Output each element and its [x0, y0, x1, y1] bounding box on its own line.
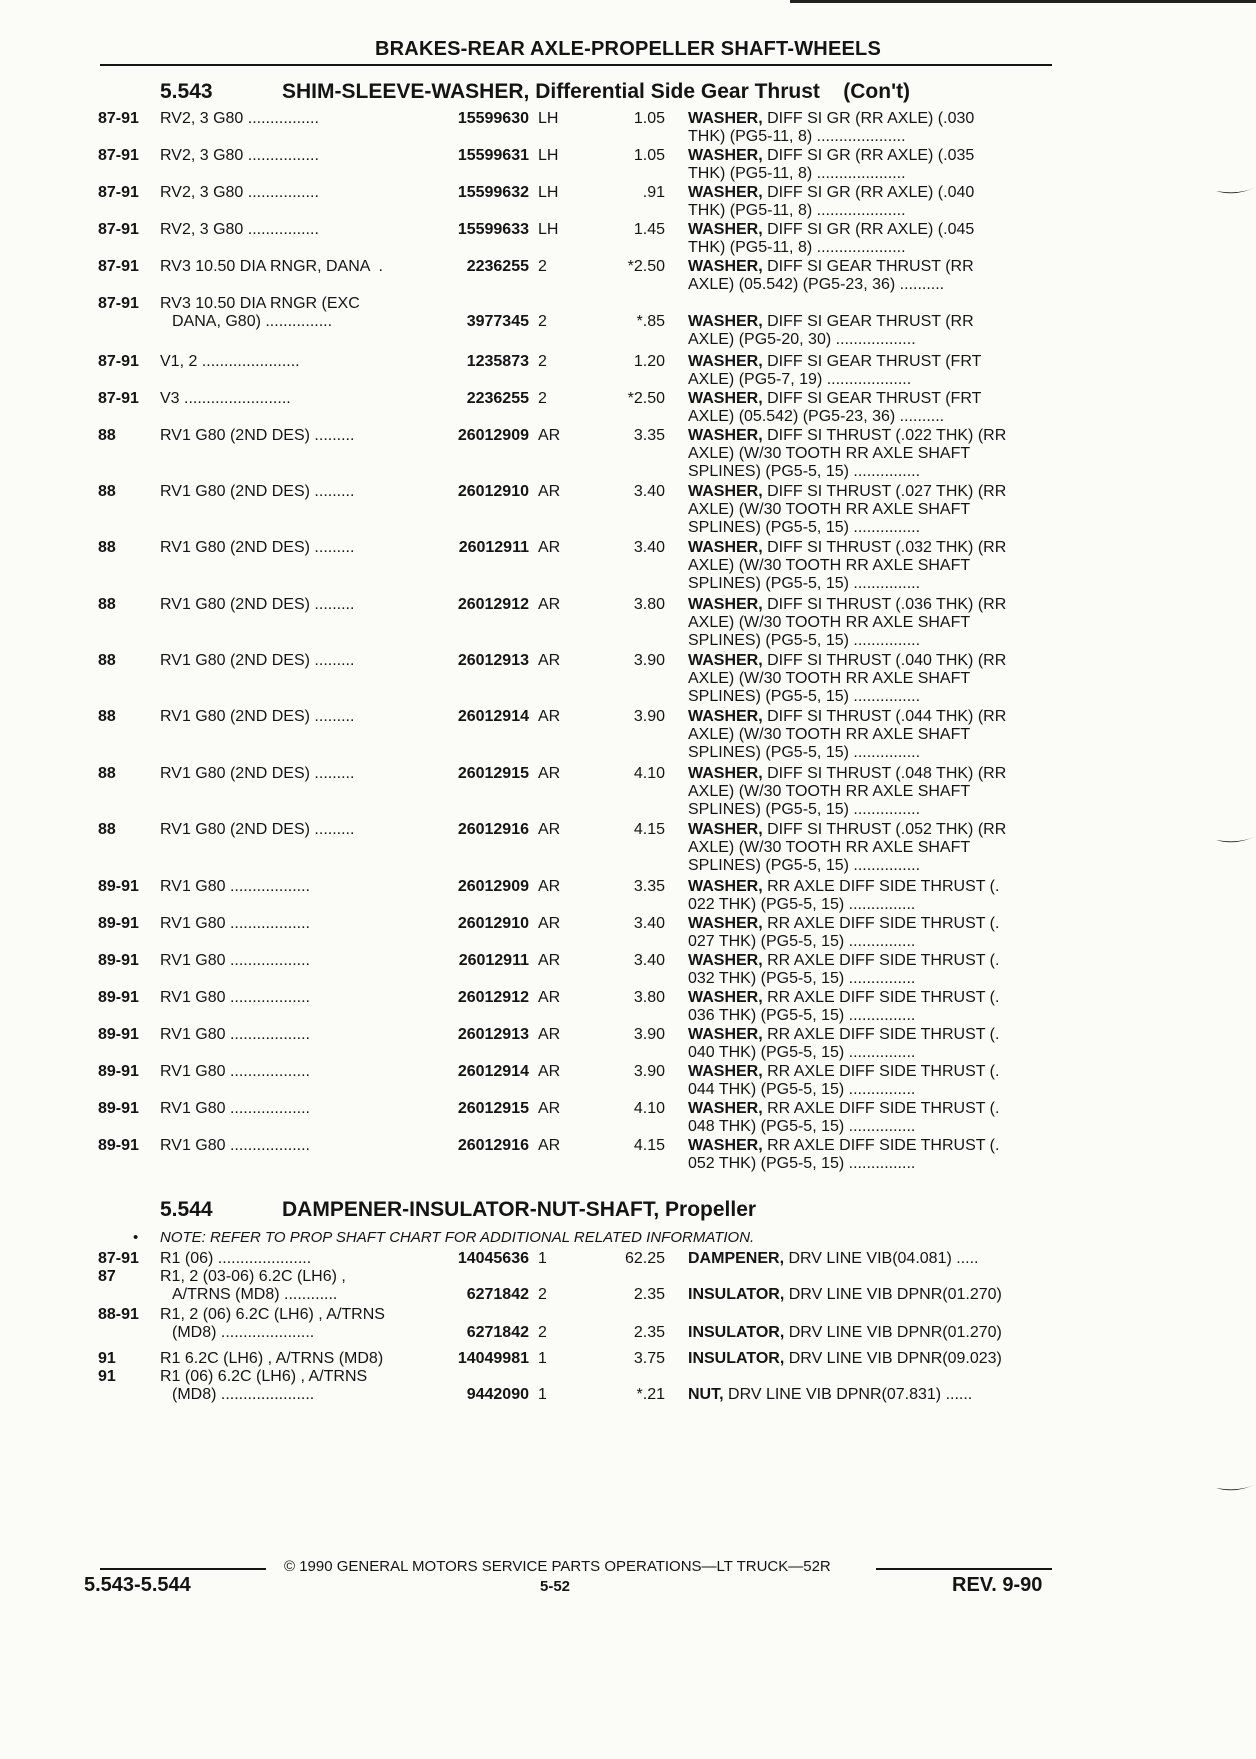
price: .91 [642, 184, 665, 201]
part-noun: WASHER, [688, 1100, 763, 1117]
part-number: 26012911 [458, 539, 529, 556]
application-continued: (MD8) ..................... [172, 1386, 315, 1403]
part-detail: DRV LINE VIB DPNR(09.023) [784, 1350, 1002, 1367]
table-row [0, 184, 1256, 220]
application: RV2, 3 G80 ................ [160, 110, 319, 127]
table-row [0, 652, 1256, 705]
part-noun: WASHER, [688, 313, 763, 330]
year-range: 87-91 [98, 258, 139, 275]
application: RV3 10.50 DIA RNGR, DANA . [160, 258, 383, 275]
application: RV1 G80 .................. [160, 952, 310, 969]
top-edge-rule [790, 0, 1256, 3]
part-description [688, 184, 1050, 220]
quantity: AR [538, 539, 561, 556]
application: RV1 G80 .................. [160, 878, 310, 895]
table-row [0, 1137, 1256, 1173]
year-range: 89-91 [98, 952, 139, 969]
part-description [688, 708, 1050, 762]
part-noun: WASHER, [688, 915, 763, 932]
price: 3.35 [633, 427, 665, 444]
year-range: 88 [98, 596, 116, 613]
part-number: 2236255 [466, 258, 529, 275]
year-range: 88-91 [98, 1306, 139, 1323]
price: 3.90 [633, 1026, 665, 1043]
quantity: LH [538, 110, 559, 127]
footer-copyright: © 1990 GENERAL MOTORS SERVICE PARTS OPERATIONS—LT TRUCK—52R [284, 1558, 831, 1575]
table-row [0, 258, 1256, 294]
part-noun: INSULATOR, [688, 1324, 785, 1341]
part-description [688, 110, 1050, 146]
part-number: 26012912 [457, 989, 529, 1006]
part-description [688, 765, 1050, 819]
application: R1 (06) ..................... [160, 1250, 312, 1267]
quantity: AR [538, 652, 561, 669]
part-number: 15599631 [457, 147, 529, 164]
part-number: 26012914 [457, 1063, 529, 1080]
part-noun: WASHER, [688, 765, 763, 782]
part-noun: WASHER, [688, 596, 763, 613]
part-number: 26012915 [457, 765, 529, 782]
price: 3.35 [633, 878, 665, 895]
price: 1.20 [633, 353, 665, 370]
part-description [688, 147, 1050, 183]
table-row [0, 1100, 1256, 1136]
year-range: 87-91 [98, 353, 139, 370]
table-row [0, 765, 1256, 818]
table-row [0, 427, 1256, 480]
part-number: 26012913 [457, 652, 529, 669]
section-number: 5.544 [160, 1198, 213, 1221]
year-range: 88 [98, 539, 116, 556]
part-number: 26012916 [457, 821, 529, 838]
price: 3.75 [633, 1350, 665, 1367]
part-detail: DIFF SI THRUST (.032 THK) (RR AXLE) (W/30 TOOTH RR AXLE SHAFT SPLINES) (PG5-5, 15) ............... [688, 539, 1007, 592]
part-detail: DIFF SI GR (RR AXLE) (.035 THK) (PG5-11, 8) .................... [688, 147, 975, 182]
application: RV1 G80 (2ND DES) ......... [160, 708, 355, 725]
price: 4.10 [633, 765, 665, 782]
part-description [688, 539, 1050, 593]
table-row [0, 353, 1256, 389]
application: RV2, 3 G80 ................ [160, 221, 319, 238]
application: RV1 G80 (2ND DES) ......... [160, 821, 355, 838]
quantity: AR [538, 989, 561, 1006]
part-number: 26012911 [458, 952, 529, 969]
application: RV1 G80 (2ND DES) ......... [160, 427, 355, 444]
part-noun: WASHER, [688, 221, 763, 238]
binder-hole-mark [1216, 1484, 1256, 1494]
part-number: 26012909 [457, 427, 529, 444]
quantity: 1 [538, 1386, 547, 1403]
part-number: 26012910 [457, 915, 529, 932]
part-description [688, 483, 1050, 537]
table-row [0, 110, 1256, 146]
price: 3.90 [633, 708, 665, 725]
price: 3.40 [633, 915, 665, 932]
year-range: 87-91 [98, 184, 139, 201]
part-detail: DIFF SI THRUST (.044 THK) (RR AXLE) (W/30 TOOTH RR AXLE SHAFT SPLINES) (PG5-5, 15) ............... [688, 708, 1007, 761]
part-number: 26012912 [457, 596, 529, 613]
quantity: AR [538, 915, 561, 932]
price: *.21 [636, 1386, 665, 1403]
part-detail: DIFF SI GR (RR AXLE) (.040 THK) (PG5-11, 8) .................... [688, 184, 975, 219]
application: RV1 G80 (2ND DES) ......... [160, 596, 355, 613]
quantity: 2 [538, 1324, 547, 1341]
quantity: LH [538, 221, 559, 238]
year-range: 89-91 [98, 1137, 139, 1154]
year-range: 91 [98, 1368, 116, 1385]
part-description [688, 1063, 1050, 1099]
part-noun: WASHER, [688, 184, 763, 201]
year-range: 89-91 [98, 1063, 139, 1080]
part-noun: WASHER, [688, 147, 763, 164]
price: 4.15 [633, 1137, 665, 1154]
quantity: 1 [538, 1250, 547, 1267]
table-row [0, 821, 1256, 874]
part-description [688, 989, 1050, 1025]
part-detail: DIFF SI THRUST (.052 THK) (RR AXLE) (W/30 TOOTH RR AXLE SHAFT SPLINES) (PG5-5, 15) ............... [688, 821, 1007, 874]
part-number: 15599630 [457, 110, 529, 127]
table-row [0, 952, 1256, 988]
part-description [688, 596, 1050, 650]
quantity: AR [538, 1026, 561, 1043]
part-number: 9442090 [466, 1386, 529, 1403]
application: R1 6.2C (LH6) , A/TRNS (MD8) [160, 1350, 384, 1367]
year-range: 87-91 [98, 110, 139, 127]
part-detail: DRV LINE VIB DPNR(07.831) ...... [723, 1386, 973, 1403]
part-detail: DIFF SI THRUST (.040 THK) (RR AXLE) (W/30 TOOTH RR AXLE SHAFT SPLINES) (PG5-5, 15) ............... [688, 652, 1007, 705]
table-row [0, 1268, 1256, 1304]
price: 3.40 [633, 952, 665, 969]
part-noun: WASHER, [688, 878, 763, 895]
quantity: AR [538, 596, 561, 613]
table-row [0, 989, 1256, 1025]
section-note: NOTE: REFER TO PROP SHAFT CHART FOR ADDITIONAL RELATED INFORMATION. [160, 1229, 755, 1246]
table-row [0, 1368, 1256, 1404]
year-range: 89-91 [98, 989, 139, 1006]
application: R1, 2 (03-06) 6.2C (LH6) , [160, 1268, 346, 1285]
year-range: 88 [98, 427, 116, 444]
part-number: 2236255 [466, 390, 529, 407]
part-detail: DIFF SI THRUST (.036 THK) (RR AXLE) (W/30 TOOTH RR AXLE SHAFT SPLINES) (PG5-5, 15) ............... [688, 596, 1007, 649]
part-detail: DIFF SI GEAR THRUST (RR AXLE) (PG5-20, 30) .................. [688, 313, 974, 348]
footer-rule-left [100, 1568, 266, 1570]
footer-revision: REV. 9-90 [952, 1574, 1043, 1596]
year-range: 88 [98, 483, 116, 500]
part-noun: WASHER, [688, 390, 763, 407]
part-description [688, 652, 1050, 706]
header-rule [100, 64, 1052, 66]
section-number: 5.543 [160, 80, 213, 103]
quantity: AR [538, 1100, 561, 1117]
table-row [0, 483, 1256, 536]
quantity: LH [538, 184, 559, 201]
part-noun: WASHER, [688, 353, 763, 370]
quantity: 2 [538, 313, 547, 330]
year-range: 89-91 [98, 1026, 139, 1043]
year-range: 91 [98, 1350, 116, 1367]
quantity: 2 [538, 390, 547, 407]
table-row [0, 295, 1256, 351]
application: V3 ........................ [160, 390, 291, 407]
part-description [688, 1286, 1050, 1304]
price: 2.35 [633, 1324, 665, 1341]
year-range: 87-91 [98, 147, 139, 164]
part-detail: RR AXLE DIFF SIDE THRUST (. 032 THK) (PG5-5, 15) ............... [688, 952, 1000, 987]
part-noun: WASHER, [688, 483, 763, 500]
part-detail: DIFF SI GEAR THRUST (FRT AXLE) (PG5-7, 19) ................... [688, 353, 982, 388]
part-detail: DRV LINE VIB(04.081) ..... [784, 1250, 979, 1267]
application: RV1 G80 (2ND DES) ......... [160, 483, 355, 500]
part-detail: DIFF SI GR (RR AXLE) (.030 THK) (PG5-11, 8) .................... [688, 110, 975, 145]
quantity: LH [538, 147, 559, 164]
table-row [0, 878, 1256, 914]
part-description [688, 915, 1050, 951]
part-number: 26012914 [457, 708, 529, 725]
part-noun: NUT, [688, 1386, 724, 1403]
application-continued: A/TRNS (MD8) ............ [172, 1286, 338, 1303]
table-row [0, 390, 1256, 426]
part-number: 14049981 [457, 1350, 529, 1367]
part-noun: WASHER, [688, 110, 763, 127]
application: RV1 G80 .................. [160, 1026, 310, 1043]
quantity: 1 [538, 1350, 547, 1367]
application: RV1 G80 .................. [160, 989, 310, 1006]
application: RV2, 3 G80 ................ [160, 184, 319, 201]
year-range: 88 [98, 765, 116, 782]
price: 3.40 [633, 483, 665, 500]
part-detail: DIFF SI THRUST (.027 THK) (RR AXLE) (W/30 TOOTH RR AXLE SHAFT SPLINES) (PG5-5, 15) ............... [688, 483, 1007, 536]
part-noun: WASHER, [688, 539, 763, 556]
part-description [688, 1100, 1050, 1136]
note-bullet: • [133, 1229, 139, 1246]
footer-page-number: 5-52 [540, 1578, 571, 1595]
quantity: AR [538, 1137, 561, 1154]
part-noun: WASHER, [688, 821, 763, 838]
part-description [688, 1250, 1050, 1268]
quantity: 2 [538, 353, 547, 370]
year-range: 87-91 [98, 295, 139, 312]
part-detail: RR AXLE DIFF SIDE THRUST (. 022 THK) (PG5-5, 15) ............... [688, 878, 1000, 913]
part-number: 26012909 [457, 878, 529, 895]
part-detail: DRV LINE VIB DPNR(01.270) [784, 1286, 1002, 1303]
year-range: 88 [98, 821, 116, 838]
application: RV3 10.50 DIA RNGR (EXC [160, 295, 360, 312]
application: RV1 G80 .................. [160, 1063, 310, 1080]
application: RV1 G80 .................. [160, 1100, 310, 1117]
quantity: AR [538, 427, 561, 444]
part-number: 6271842 [466, 1324, 529, 1341]
footer-rule-right [876, 1568, 1052, 1570]
price: 4.15 [633, 821, 665, 838]
application-continued: DANA, G80) ............... [172, 313, 333, 330]
part-detail: RR AXLE DIFF SIDE THRUST (. 036 THK) (PG5-5, 15) ............... [688, 989, 1000, 1024]
application: R1, 2 (06) 6.2C (LH6) , A/TRNS [160, 1306, 385, 1323]
quantity: 2 [538, 258, 547, 275]
part-description [688, 1324, 1050, 1342]
part-noun: WASHER, [688, 427, 763, 444]
table-row [0, 708, 1256, 761]
table-row [0, 147, 1256, 183]
application: RV1 G80 (2ND DES) ......... [160, 539, 355, 556]
application: RV1 G80 .................. [160, 915, 310, 932]
price: *.85 [636, 313, 665, 330]
part-noun: INSULATOR, [688, 1286, 785, 1303]
part-number: 3977345 [466, 313, 529, 330]
price: 3.90 [633, 652, 665, 669]
part-number: 6271842 [466, 1286, 529, 1303]
part-number: 15599632 [457, 184, 529, 201]
price: 1.05 [633, 110, 665, 127]
part-description [688, 1350, 1050, 1368]
binder-hole-mark [1216, 187, 1256, 197]
part-number: 26012913 [457, 1026, 529, 1043]
part-description [688, 313, 1050, 349]
part-number: 26012910 [457, 483, 529, 500]
year-range: 87-91 [98, 1250, 139, 1267]
price: *2.50 [627, 390, 665, 407]
part-noun: WASHER, [688, 1026, 763, 1043]
table-row [0, 1306, 1256, 1342]
part-detail: RR AXLE DIFF SIDE THRUST (. 044 THK) (PG5-5, 15) ............... [688, 1063, 1000, 1098]
application: R1 (06) 6.2C (LH6) , A/TRNS [160, 1368, 368, 1385]
part-detail: RR AXLE DIFF SIDE THRUST (. 027 THK) (PG5-5, 15) ............... [688, 915, 1000, 950]
part-detail: DIFF SI THRUST (.048 THK) (RR AXLE) (W/30 TOOTH RR AXLE SHAFT SPLINES) (PG5-5, 15) ............... [688, 765, 1007, 818]
part-noun: WASHER, [688, 1063, 763, 1080]
year-range: 89-91 [98, 915, 139, 932]
part-description [688, 1137, 1050, 1173]
part-noun: WASHER, [688, 989, 763, 1006]
quantity: AR [538, 1063, 561, 1080]
year-range: 89-91 [98, 1100, 139, 1117]
price: 1.45 [633, 221, 665, 238]
price: 3.90 [633, 1063, 665, 1080]
part-detail: DIFF SI GR (RR AXLE) (.045 THK) (PG5-11, 8) .................... [688, 221, 975, 256]
price: 62.25 [624, 1250, 665, 1267]
quantity: AR [538, 821, 561, 838]
part-noun: WASHER, [688, 1137, 763, 1154]
part-number: 26012915 [457, 1100, 529, 1117]
year-range: 89-91 [98, 878, 139, 895]
part-detail: DRV LINE VIB DPNR(01.270) [784, 1324, 1002, 1341]
table-row [0, 221, 1256, 257]
year-range: 87 [98, 1268, 116, 1285]
quantity: AR [538, 878, 561, 895]
section-title: SHIM-SLEEVE-WASHER, Differential Side Gear Thrust (Con't) [282, 80, 911, 103]
table-row [0, 1026, 1256, 1062]
price: 1.05 [633, 147, 665, 164]
part-number: 15599633 [457, 221, 529, 238]
price: 3.40 [633, 539, 665, 556]
part-description [688, 878, 1050, 914]
price: *2.50 [627, 258, 665, 275]
part-detail: RR AXLE DIFF SIDE THRUST (. 052 THK) (PG5-5, 15) ............... [688, 1137, 1000, 1172]
part-detail: DIFF SI THRUST (.022 THK) (RR AXLE) (W/30 TOOTH RR AXLE SHAFT SPLINES) (PG5-5, 15) ............... [688, 427, 1007, 480]
price: 4.10 [633, 1100, 665, 1117]
year-range: 88 [98, 652, 116, 669]
price: 3.80 [633, 596, 665, 613]
part-description [688, 1026, 1050, 1062]
quantity: AR [538, 952, 561, 969]
year-range: 87-91 [98, 390, 139, 407]
part-description [688, 821, 1050, 875]
year-range: 87-91 [98, 221, 139, 238]
quantity: AR [538, 765, 561, 782]
table-row [0, 1063, 1256, 1099]
part-detail: DIFF SI GEAR THRUST (RR AXLE) (05.542) (PG5-23, 36) .......... [688, 258, 974, 293]
application: RV1 G80 .................. [160, 1137, 310, 1154]
part-noun: INSULATOR, [688, 1350, 785, 1367]
part-description [688, 353, 1050, 389]
part-description [688, 221, 1050, 257]
part-description [688, 427, 1050, 481]
part-detail: RR AXLE DIFF SIDE THRUST (. 048 THK) (PG5-5, 15) ............... [688, 1100, 1000, 1135]
part-noun: WASHER, [688, 652, 763, 669]
application: RV1 G80 (2ND DES) ......... [160, 765, 355, 782]
part-noun: DAMPENER, [688, 1250, 785, 1267]
footer-section-range: 5.543-5.544 [84, 1574, 191, 1596]
part-detail: DIFF SI GEAR THRUST (FRT AXLE) (05.542) (PG5-23, 36) .......... [688, 390, 982, 425]
part-number: 26012916 [457, 1137, 529, 1154]
year-range: 88 [98, 708, 116, 725]
table-row [0, 539, 1256, 592]
quantity: AR [538, 483, 561, 500]
part-noun: WASHER, [688, 258, 763, 275]
part-description [688, 952, 1050, 988]
part-description [688, 1386, 1050, 1404]
application: RV2, 3 G80 ................ [160, 147, 319, 164]
application-continued: (MD8) ..................... [172, 1324, 315, 1341]
part-number: 14045636 [457, 1250, 529, 1267]
binder-hole-mark [1216, 836, 1256, 846]
part-description [688, 390, 1050, 426]
part-description [688, 258, 1050, 294]
table-row [0, 596, 1256, 649]
quantity: AR [538, 708, 561, 725]
price: 2.35 [633, 1286, 665, 1303]
application: RV1 G80 (2ND DES) ......... [160, 652, 355, 669]
part-noun: WASHER, [688, 708, 763, 725]
quantity: 2 [538, 1286, 547, 1303]
table-row [0, 915, 1256, 951]
part-detail: RR AXLE DIFF SIDE THRUST (. 040 THK) (PG5-5, 15) ............... [688, 1026, 1000, 1061]
part-number: 1235873 [466, 353, 529, 370]
application: V1, 2 ...................... [160, 353, 300, 370]
section-title: DAMPENER-INSULATOR-NUT-SHAFT, Propeller [282, 1198, 757, 1221]
price: 3.80 [633, 989, 665, 1006]
page-title: BRAKES-REAR AXLE-PROPELLER SHAFT-WHEELS [375, 38, 881, 60]
part-noun: WASHER, [688, 952, 763, 969]
